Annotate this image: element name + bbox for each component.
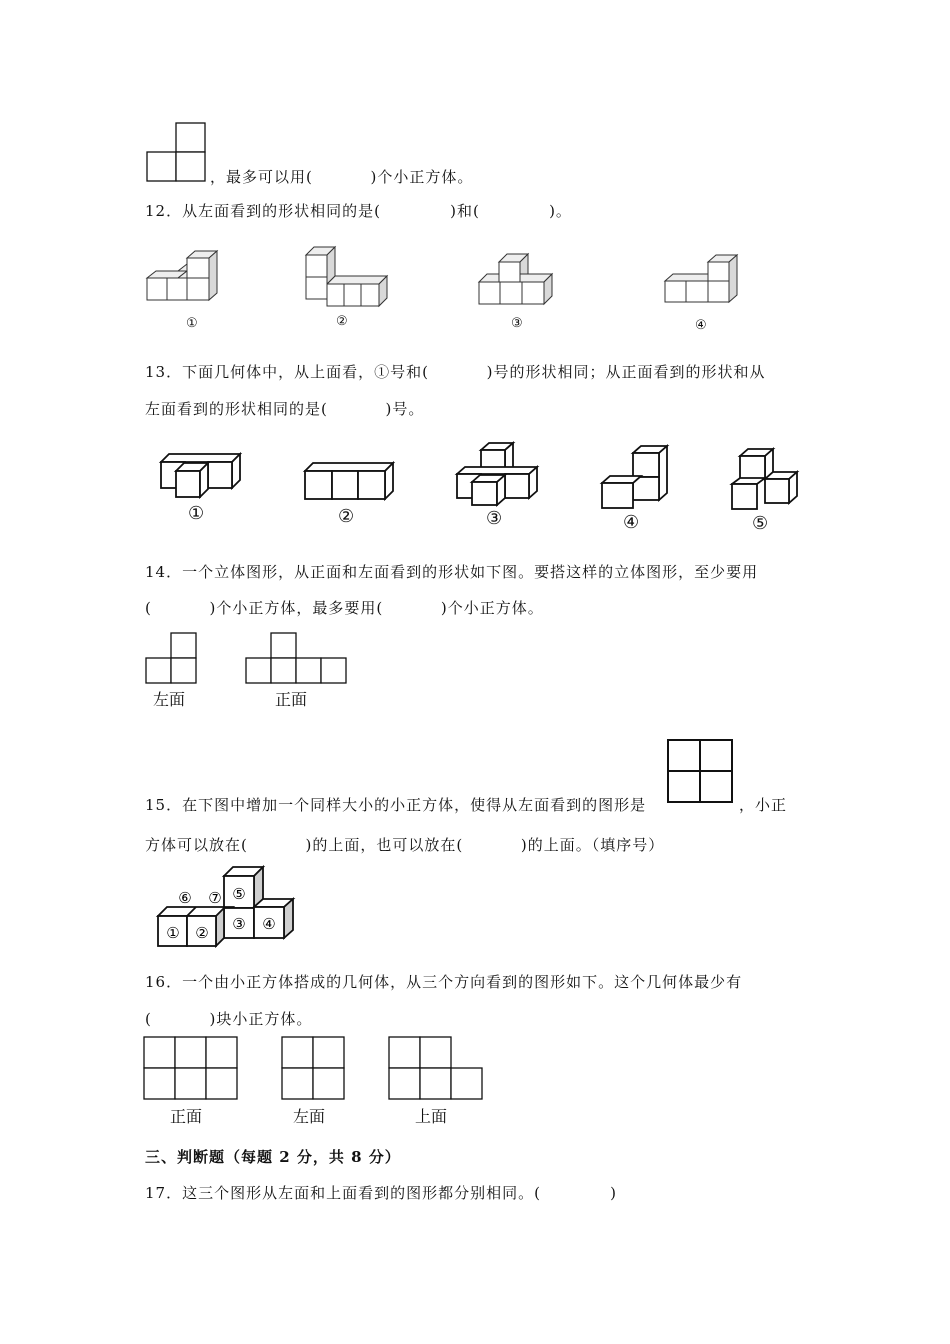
q13-question-line2: 左面看到的形状相同的是( )号。 — [145, 400, 425, 418]
q15-cube-figure — [157, 866, 297, 948]
q13-label-3: ③ — [486, 508, 503, 529]
q11-shape-figure — [146, 122, 208, 182]
q13-label-4: ④ — [623, 512, 640, 533]
q14-left-label: 左面 — [153, 690, 186, 709]
q12-label-3: ③ — [511, 316, 523, 331]
q13-question-line1: 13．下面几何体中，从上面看，①号和( )号的形状相同；从正面看到的形状和从 — [145, 363, 766, 381]
q12-label-2: ② — [336, 314, 348, 329]
q13-figure-1 — [160, 453, 242, 499]
q13-figure-4 — [601, 445, 669, 509]
q13-figure-3 — [456, 442, 538, 506]
q14-question-line2: ( )个小正方体，最多要用( )个小正方体。 — [145, 599, 544, 617]
q15-question-line2: 方体可以放在( )的上面，也可以放在( )的上面。（填序号） — [145, 836, 665, 854]
q15-question-line1b: ，小正 — [739, 796, 788, 814]
q13-figure-5 — [731, 448, 799, 510]
q11-text: ，最多可以用( )个小正方体。 — [210, 168, 474, 186]
q15-cube-label-6: ⑥ — [178, 889, 192, 907]
q12-figure-1 — [146, 250, 226, 302]
q15-cube-label-3: ③ — [232, 915, 246, 933]
q16-top-label: 上面 — [415, 1107, 448, 1126]
q14-front-view — [245, 632, 349, 686]
q12-label-4: ④ — [695, 318, 707, 333]
q16-front-label: 正面 — [170, 1107, 203, 1126]
q16-left-label: 左面 — [293, 1107, 326, 1126]
q15-target-view — [667, 739, 735, 805]
q12-figure-2 — [305, 246, 387, 308]
q16-question-line1: 16．一个由小正方体搭成的几何体，从三个方向看到的图形如下。这个几何体最少有 — [145, 973, 743, 991]
q17-question: 17．这三个图形从左面和上面看到的图形都分别相同。( ) — [145, 1184, 618, 1202]
q16-top-view — [388, 1036, 484, 1101]
q14-question-line1: 14．一个立体图形，从正面和左面看到的形状如下图。要搭这样的立体图形，至少要用 — [145, 563, 759, 581]
q14-front-label: 正面 — [275, 690, 308, 709]
q15-cube-label-4: ④ — [262, 915, 276, 933]
q13-label-5: ⑤ — [752, 513, 769, 534]
section3-title: 三、判断题（每题 2 分，共 8 分） — [145, 1148, 401, 1166]
q14-left-view — [145, 632, 199, 686]
q12-figure-3 — [478, 252, 554, 304]
q16-front-view — [143, 1036, 239, 1101]
q15-cube-label-5: ⑤ — [232, 885, 246, 903]
q13-label-1: ① — [188, 503, 205, 524]
q12-figure-4 — [664, 254, 740, 304]
q15-cube-label-2: ② — [195, 924, 209, 942]
q13-label-2: ② — [338, 506, 355, 527]
q16-question-line2: ( )块小正方体。 — [145, 1010, 313, 1028]
q16-left-view — [281, 1036, 346, 1101]
q15-cube-label-1: ① — [166, 924, 180, 942]
q12-label-1: ① — [186, 316, 198, 331]
q15-cube-label-7: ⑦ — [208, 889, 222, 907]
q15-question-line1a: 15．在下图中增加一个同样大小的小正方体，使得从左面看到的图形是 — [145, 796, 647, 814]
q13-figure-2 — [304, 461, 394, 503]
q12-question: 12．从左面看到的形状相同的是( )和( )。 — [145, 202, 572, 220]
